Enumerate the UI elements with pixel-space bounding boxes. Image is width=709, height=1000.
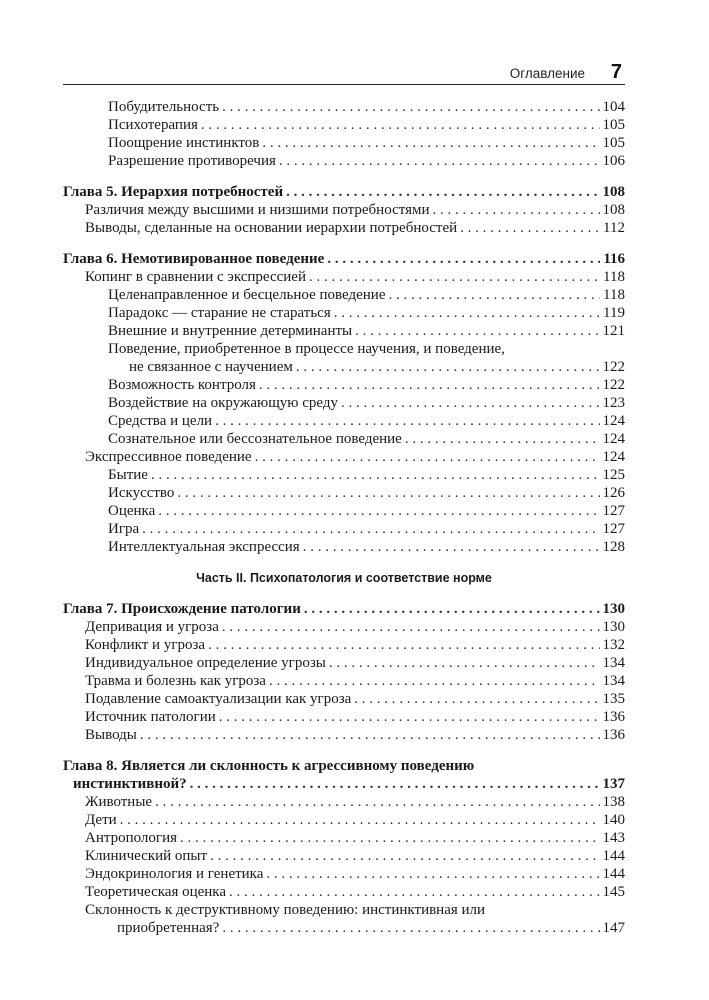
toc-entry: [63, 358, 625, 376]
toc-entry-page: 121: [602, 323, 625, 339]
toc-entry-title: Оценка: [108, 503, 156, 519]
toc-entry-page: 136: [602, 727, 625, 743]
toc-entry: [63, 466, 625, 484]
toc-entry-title: Бытие: [108, 467, 148, 483]
toc-entry: [63, 134, 625, 152]
chapter-heading: [63, 775, 625, 793]
dot-leader: [215, 412, 599, 430]
toc-entry: [63, 883, 625, 901]
toc-entry-page: 128: [602, 539, 625, 555]
toc-entry-title: Травма и болезнь как угроза: [85, 673, 266, 689]
dot-leader: [309, 268, 600, 286]
part-heading: Часть II. Психопатология и соответствие норме: [196, 571, 492, 585]
toc-entry: [63, 502, 625, 520]
chapter-title: инстинктивной?: [73, 776, 187, 792]
chapter-heading: [63, 250, 625, 268]
dot-leader: [222, 98, 599, 116]
toc-entry: [63, 394, 625, 412]
toc-entry: [63, 654, 625, 672]
toc-entry-title: Средства и цели: [108, 413, 213, 429]
toc-entry-title: Эндокринология и генетика: [85, 866, 264, 882]
toc-entry: [63, 219, 625, 237]
toc-entry-page: 105: [602, 135, 625, 151]
toc-entry-page: 136: [602, 709, 625, 725]
dot-leader: [140, 726, 600, 744]
toc-entry-page: 135: [602, 691, 625, 707]
toc-entry-page: 134: [602, 655, 625, 671]
toc-entry-title: Психотерапия: [108, 117, 198, 133]
toc-entry-title: Возможность контроля: [108, 377, 256, 393]
toc-entry-page: 108: [602, 202, 625, 218]
dot-leader: [259, 376, 600, 394]
toc-entry: [63, 322, 625, 340]
dot-leader: [269, 672, 600, 690]
dot-leader: [334, 304, 600, 322]
toc-entry-title: Источник патологии: [85, 709, 216, 725]
dot-leader: [355, 322, 599, 340]
dot-leader: [219, 708, 600, 726]
toc-entry: [63, 98, 625, 116]
toc-entry-title: Экспрессивное поведение: [85, 449, 252, 465]
dot-leader: [120, 811, 600, 829]
toc-entry: [63, 538, 625, 556]
toc-entry: [63, 672, 625, 690]
toc-entry: [63, 430, 625, 448]
toc-entry-page: 144: [602, 848, 625, 864]
dot-leader: [296, 358, 600, 376]
header-title: Оглавление: [509, 66, 585, 81]
toc-entry-page: 118: [603, 269, 625, 285]
toc-entry-page: 144: [602, 866, 625, 882]
toc-entry: [63, 708, 625, 726]
toc-entry-page: 118: [603, 287, 625, 303]
chapter-page: 108: [602, 184, 625, 200]
toc-entry-title: Интеллектуальная экспрессия: [108, 539, 300, 555]
toc-entry-page: 123: [602, 395, 625, 411]
toc-entry-page: 104: [602, 99, 625, 115]
toc-entry: [63, 412, 625, 430]
table-of-contents: [63, 98, 625, 937]
toc-entry-title: Поощрение инстинктов: [108, 135, 260, 151]
toc-entry-title: Побудительность: [108, 99, 220, 115]
toc-entry-first-line: Склонность к деструктивному поведению: инстинктивная или: [85, 902, 486, 918]
dot-leader: [389, 286, 601, 304]
dot-leader: [229, 883, 599, 901]
toc-entry: [63, 448, 625, 466]
dot-leader: [433, 201, 600, 219]
toc-entry-title: Выводы, сделанные на основании иерархии потребностей: [85, 220, 458, 236]
toc-entry-page: 125: [602, 467, 625, 483]
toc-entry-page: 119: [603, 305, 625, 321]
toc-entry-title: Конфликт и угроза: [85, 637, 206, 653]
dot-leader: [304, 600, 600, 618]
toc-entry: [63, 618, 625, 636]
dot-leader: [405, 430, 600, 448]
chapter-page: 137: [602, 776, 625, 792]
dot-leader: [329, 654, 600, 672]
toc-entry-page: 106: [602, 153, 625, 169]
toc-entry-title: Теоретическая оценка: [85, 884, 227, 900]
toc-entry: [63, 847, 625, 865]
chapter-title: Глава 6. Немотивированное поведение: [63, 251, 325, 267]
toc-entry-page: 126: [602, 485, 625, 501]
dot-leader: [255, 448, 600, 466]
toc-entry-title: Разрешение противоречия: [108, 153, 276, 169]
toc-entry-page: 124: [602, 413, 625, 429]
chapter-page: 130: [602, 601, 625, 617]
toc-entry-page: 127: [602, 503, 625, 519]
toc-entry-page: 143: [602, 830, 625, 846]
dot-leader: [142, 520, 599, 538]
toc-entry-title: Копинг в сравнении с экспрессией: [85, 269, 306, 285]
toc-entry-title: Выводы: [85, 727, 137, 743]
toc-entry-title: Искусство: [108, 485, 175, 501]
dot-leader: [354, 690, 599, 708]
toc-entry: [63, 304, 625, 322]
toc-entry-title: Парадокс — старание не стараться: [108, 305, 331, 321]
toc-entry-page: 122: [602, 359, 625, 375]
toc-entry-title: приобретенная?: [117, 920, 220, 936]
toc-entry-title: Индивидуальное определение угрозы: [85, 655, 326, 671]
toc-entry: [63, 865, 625, 883]
toc-entry-page: 134: [602, 673, 625, 689]
toc-entry-page: 138: [602, 794, 625, 810]
dot-leader: [180, 829, 600, 847]
toc-entry-first-line: Поведение, приобретенное в процессе научения, и поведение,: [108, 341, 505, 357]
toc-entry: [63, 793, 625, 811]
toc-entry-page: 105: [602, 117, 625, 133]
dot-leader: [208, 636, 599, 654]
toc-entry: [63, 829, 625, 847]
toc-entry-page: 127: [602, 521, 625, 537]
toc-entry: [63, 690, 625, 708]
toc-entry-title: Игра: [108, 521, 140, 537]
dot-leader: [210, 847, 599, 865]
chapter-heading: [63, 600, 625, 618]
toc-entry: [63, 376, 625, 394]
toc-entry: [63, 116, 625, 134]
dot-leader: [262, 134, 599, 152]
toc-entry-title: Различия между высшими и низшими потребностями: [85, 202, 430, 218]
chapter-title: Глава 7. Происхождение патологии: [63, 601, 301, 617]
running-header: [63, 62, 625, 85]
toc-entry-page: 124: [602, 431, 625, 447]
toc-entry-title: Дети: [85, 812, 117, 828]
chapter-page: 116: [603, 251, 625, 267]
toc-entry-title: Внешние и внутренние детерминанты: [108, 323, 353, 339]
toc-entry: [63, 520, 625, 538]
toc-entry-title: Животные: [85, 794, 153, 810]
dot-leader: [279, 152, 600, 170]
page-number: 7: [610, 61, 622, 83]
chapter-title: Глава 5. Иерархия потребностей: [63, 184, 284, 200]
toc-entry: [63, 726, 625, 744]
toc-entry: [63, 152, 625, 170]
toc-entry-title: Антропология: [85, 830, 177, 846]
dot-leader: [222, 618, 600, 636]
dot-leader: [266, 865, 599, 883]
toc-entry-title: не связанное с научением: [129, 359, 293, 375]
dot-leader: [286, 183, 599, 201]
toc-entry: [63, 268, 625, 286]
toc-entry-page: 132: [602, 637, 625, 653]
toc-entry-title: Депривация и угроза: [85, 619, 219, 635]
dot-leader: [201, 116, 600, 134]
dot-leader: [155, 793, 599, 811]
dot-leader: [327, 250, 600, 268]
toc-entry-title: Целенаправленное и бесцельное поведение: [108, 287, 386, 303]
dot-leader: [222, 919, 599, 937]
toc-entry-page: 147: [602, 920, 625, 936]
toc-entry: [63, 636, 625, 654]
toc-entry-title: Клинический опыт: [85, 848, 208, 864]
toc-entry: [63, 484, 625, 502]
dot-leader: [151, 466, 600, 484]
toc-entry: [63, 201, 625, 219]
toc-entry-title: Воздействие на окружающую среду: [108, 395, 339, 411]
toc-entry-page: 130: [602, 619, 625, 635]
chapter-title-first-line: Глава 8. Является ли склонность к агрессивному поведению: [63, 758, 475, 774]
chapter-heading: [63, 183, 625, 201]
dot-leader: [190, 775, 600, 793]
toc-entry-title: Сознательное или бессознательное поведение: [108, 431, 402, 447]
toc-entry: [63, 286, 625, 304]
toc-entry-page: 145: [602, 884, 625, 900]
dot-leader: [460, 219, 600, 237]
dot-leader: [303, 538, 600, 556]
toc-entry: [63, 811, 625, 829]
toc-entry-page: 122: [602, 377, 625, 393]
toc-entry-page: 140: [602, 812, 625, 828]
toc-entry: [63, 919, 625, 937]
toc-entry-page: 112: [603, 220, 625, 236]
toc-entry-page: 124: [602, 449, 625, 465]
dot-leader: [341, 394, 599, 412]
dot-leader: [158, 502, 599, 520]
dot-leader: [177, 484, 599, 502]
toc-entry-title: Подавление самоактуализации как угроза: [85, 691, 352, 707]
